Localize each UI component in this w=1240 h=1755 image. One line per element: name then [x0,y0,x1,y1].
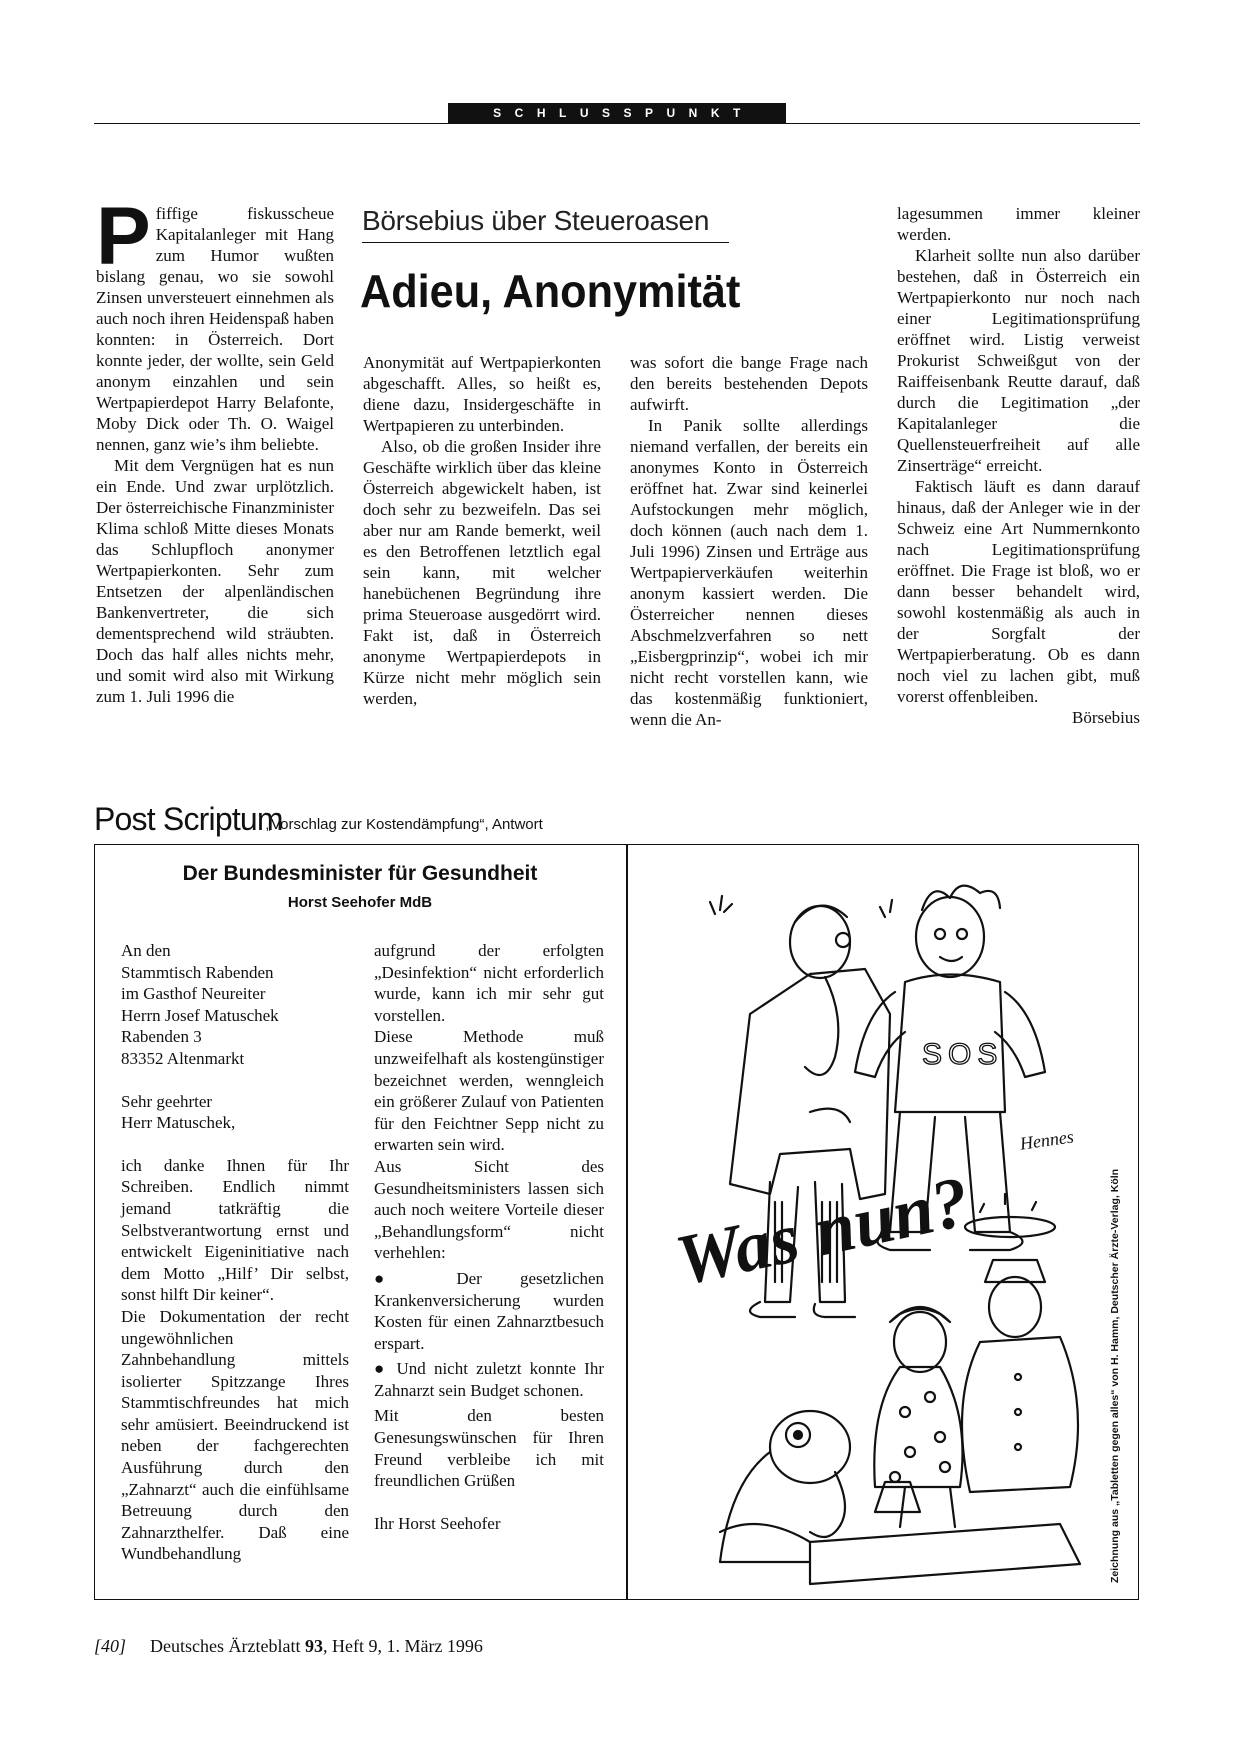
letter-column-2 [374,940,604,1534]
address-line: Stammtisch Rabenden [121,962,274,982]
box-divider [626,844,628,1600]
article-paragraph: Anonymität auf Wertpapierkonten abgeschafft. Alles, so heißt es, diene dazu, Insidergeschäfte in Wertpapieren zu unterbinden. [363,353,601,435]
article-column-1 [96,191,334,707]
woman-figure [874,1307,962,1527]
address-line: Herrn Josef Matuschek [121,1005,279,1025]
section-label: SCHLUSSPUNKT [448,103,786,123]
journal-issue: , Heft 9, 1. März 1996 [322,1636,483,1656]
header-rule [94,123,1140,124]
page-footer [94,1634,483,1658]
letter-signature: Ihr Horst Seehofer [374,1513,501,1533]
letter-bullet: ● Und nicht zuletzt konnte Ihr Zahnarzt sein Budget schonen. [374,1358,604,1401]
article-kicker: Börsebius über Steueroasen [362,205,710,236]
letter-paragraph: Die Dokumentation der recht ungewöhnlichen Zahnbehandlung mittels isolierter Spitzzange Ihres Stammtischfreundes hat mich sehr amüsiert. Beeindruckend ist neben der fachgerechten Ausführung durch den „Zahnarzt“ auch die einfühlsame Betreuung durch den Zahnarzthelfer. Daß eine Wundbehandlung [121,1306,349,1564]
dentist-figure [720,1411,850,1562]
article-paragraph: In Panik sollte allerdings niemand verfallen, der bereits ein anonymes Konto in Österreich eröffnet hat. Zwar sind keinerlei Aufstockungen mehr möglich, doch können (auch nach dem 1. Juli 1996) Zinsen und Erträge aus Wertpapierverkäufen weiterhin anonym kassiert werden. Die Österreicher nennen dieses Abschmelzverfahren so nett „Eisbergprinzip“, wobei ich mir nicht recht vorstellen kann, wie das kostenmäßig funktioniert, wenn die An- [630,416,868,729]
page-number: [40] [94,1636,127,1656]
salutation-line: Herr Matuschek, [121,1113,236,1133]
artist-signature: Hennes [1018,1126,1075,1154]
article-column-2 [363,352,601,709]
cartoon-caption: Was nun? [669,1160,977,1301]
drop-cap: P [96,191,151,282]
article-column-3 [630,352,868,730]
letter-sender: Horst Seehofer MdB [287,894,433,911]
kicker-rule [362,242,729,243]
article-headline: Adieu, Anonymität [360,265,741,317]
address-line: im Gasthof Neureiter [121,984,266,1004]
journal-volume: 93 [304,1636,323,1656]
letter-paragraph: aufgrund der erfolgten „Desinfektion“ nicht erforderlich wurde, kann ich mir sehr gut vorstellen. [374,941,604,1025]
article-paragraph: Klarheit sollte nun also darüber bestehen, daß in Österreich ein Wertpapierkonto nur noch nach einer Legitimationsprüfung eröffnet wird. Listig verweist Prokurist Schweißgut von der Raiffeisenbank Reutte darauf, daß durch die Legitimation „der Kapitalanleger die Quellensteuerfreiheit auf alle Zinserträge“ erreicht. [897,246,1140,475]
letter-closing: Mit den besten Genesungswünschen für Ihren Freund verbleibe ich mit freundlichen Grüßen [374,1406,604,1491]
shirt-text: SOS [922,1038,1004,1071]
postscriptum-subtitle: „Vorschlag zur Kostendämpfung“, Antwort [266,816,543,833]
cartoon-illustration [660,852,1120,1592]
letter-bullet: ● Der gesetzlichen Krankenversicherung wurden Kosten für einen Zahnarztbesuch erspart. [374,1268,604,1354]
address-line: 83352 Altenmarkt [121,1048,245,1068]
article-paragraph: Also, ob die großen Insider ihre Geschäfte wirklich über das kleine Österreich abgewickelt haben, ist doch sehr zu bezweifeln. Das sei aber nur am Rande bemerkt, weil es den Betroffenen letztlich egal sein kann, mit welcher hanebüchenen Begründung ihre prima Steueroase ausgedörrt wird. Fakt ist, daß in Österreich anonyme Wertpapierdepots in Kürze nicht mehr möglich sein werden, [363,437,601,708]
letter-column-1 [121,940,349,1565]
article-paragraph: Faktisch läuft es dann darauf hinaus, daß der Anleger wie in der Schweiz eine Art Nummernkonto nach Legitimationsprüfung eröffnet. Die Frage ist bloß, wo er dann besser behandelt wird, sowohl kostenmäßig als auch in der Sorgfalt der Wertpapierberatung. Ob es dann noch viel zu lachen gibt, muß vorerst offenbleiben. Börsebius [897,477,1140,727]
address-line: Rabenden 3 [121,1027,202,1047]
letter-paragraph: Diese Methode muß unzweifelhaft als kostengünstiger bezeichnet werden, wenngleich ein größerer Zulauf von Patienten für den Feichtner Sepp nicht zu erwarten sein wird. [374,1027,604,1155]
author-signature: Börsebius [1072,708,1140,727]
address-line: An den [121,941,171,960]
postscriptum-title: Post Scriptum [94,801,283,837]
letter-paragraph: Aus Sicht des Gesundheitsministers lassen sich auch noch weitere Vorteile dieser „Behandlungsform“ nicht verhehlen: [374,1156,604,1263]
article-column-4 [897,203,1140,728]
journal-name: Deutsches Ärzteblatt [150,1636,301,1656]
article-paragraph: lagesummen immer kleiner werden. [897,204,1140,244]
illustration-credit: Zeichnung aus „Tabletten gegen alles“ von H. Hamm, Deutscher Ärzte-Verlag, Köln [1109,1168,1121,1583]
article-paragraph: Pfiffige fiskusscheue Kapitalanleger mit Hang zum Humor wußten bislang genau, wo sie sowohl Zinsen unversteuert einnehmen als auch noch ihren Heidenspaß haben konnten: in Österreich. Dort konnte jeder, der wollte, sein Geld anonym einzahlen und sein Wertpapierdepot Harry Belafonte, Moby Dick oder Th. O. Waigel nennen, ganz wie’s ihm beliebte. [96,191,334,454]
salutation-line: Sehr geehrter [121,1091,213,1111]
article-paragraph: Mit dem Vergnügen hat es nun ein Ende. Und zwar urplötzlich. Der österreichische Finanzminister Klima schloß Mitte dieses Monats das Schlupfloch anonymer Wertpapierkonten. Sehr zum Entsetzen der alpenländischen Bankenvertreter, die sich dementsprechend wild sträubten. Doch das half alles nichts mehr, und somit wird also mit Wirkung zum 1. Juli 1996 die [96,456,334,706]
article-paragraph: was sofort die bange Frage nach den bereits bestehenden Depots aufwirft. [630,353,868,414]
desk [810,1482,1080,1584]
letter-paragraph: ich danke Ihnen für Ihr Schreiben. Endlich nimmt jemand tatkräftig die Selbstverantwortung ernst und entwickelt Eigeninitiative nach dem Motto „Hilf’ Dir selbst, sonst hilft Dir keiner“. [121,1155,349,1305]
letter-letterhead: Der Bundesminister für Gesundheit [182,862,538,885]
